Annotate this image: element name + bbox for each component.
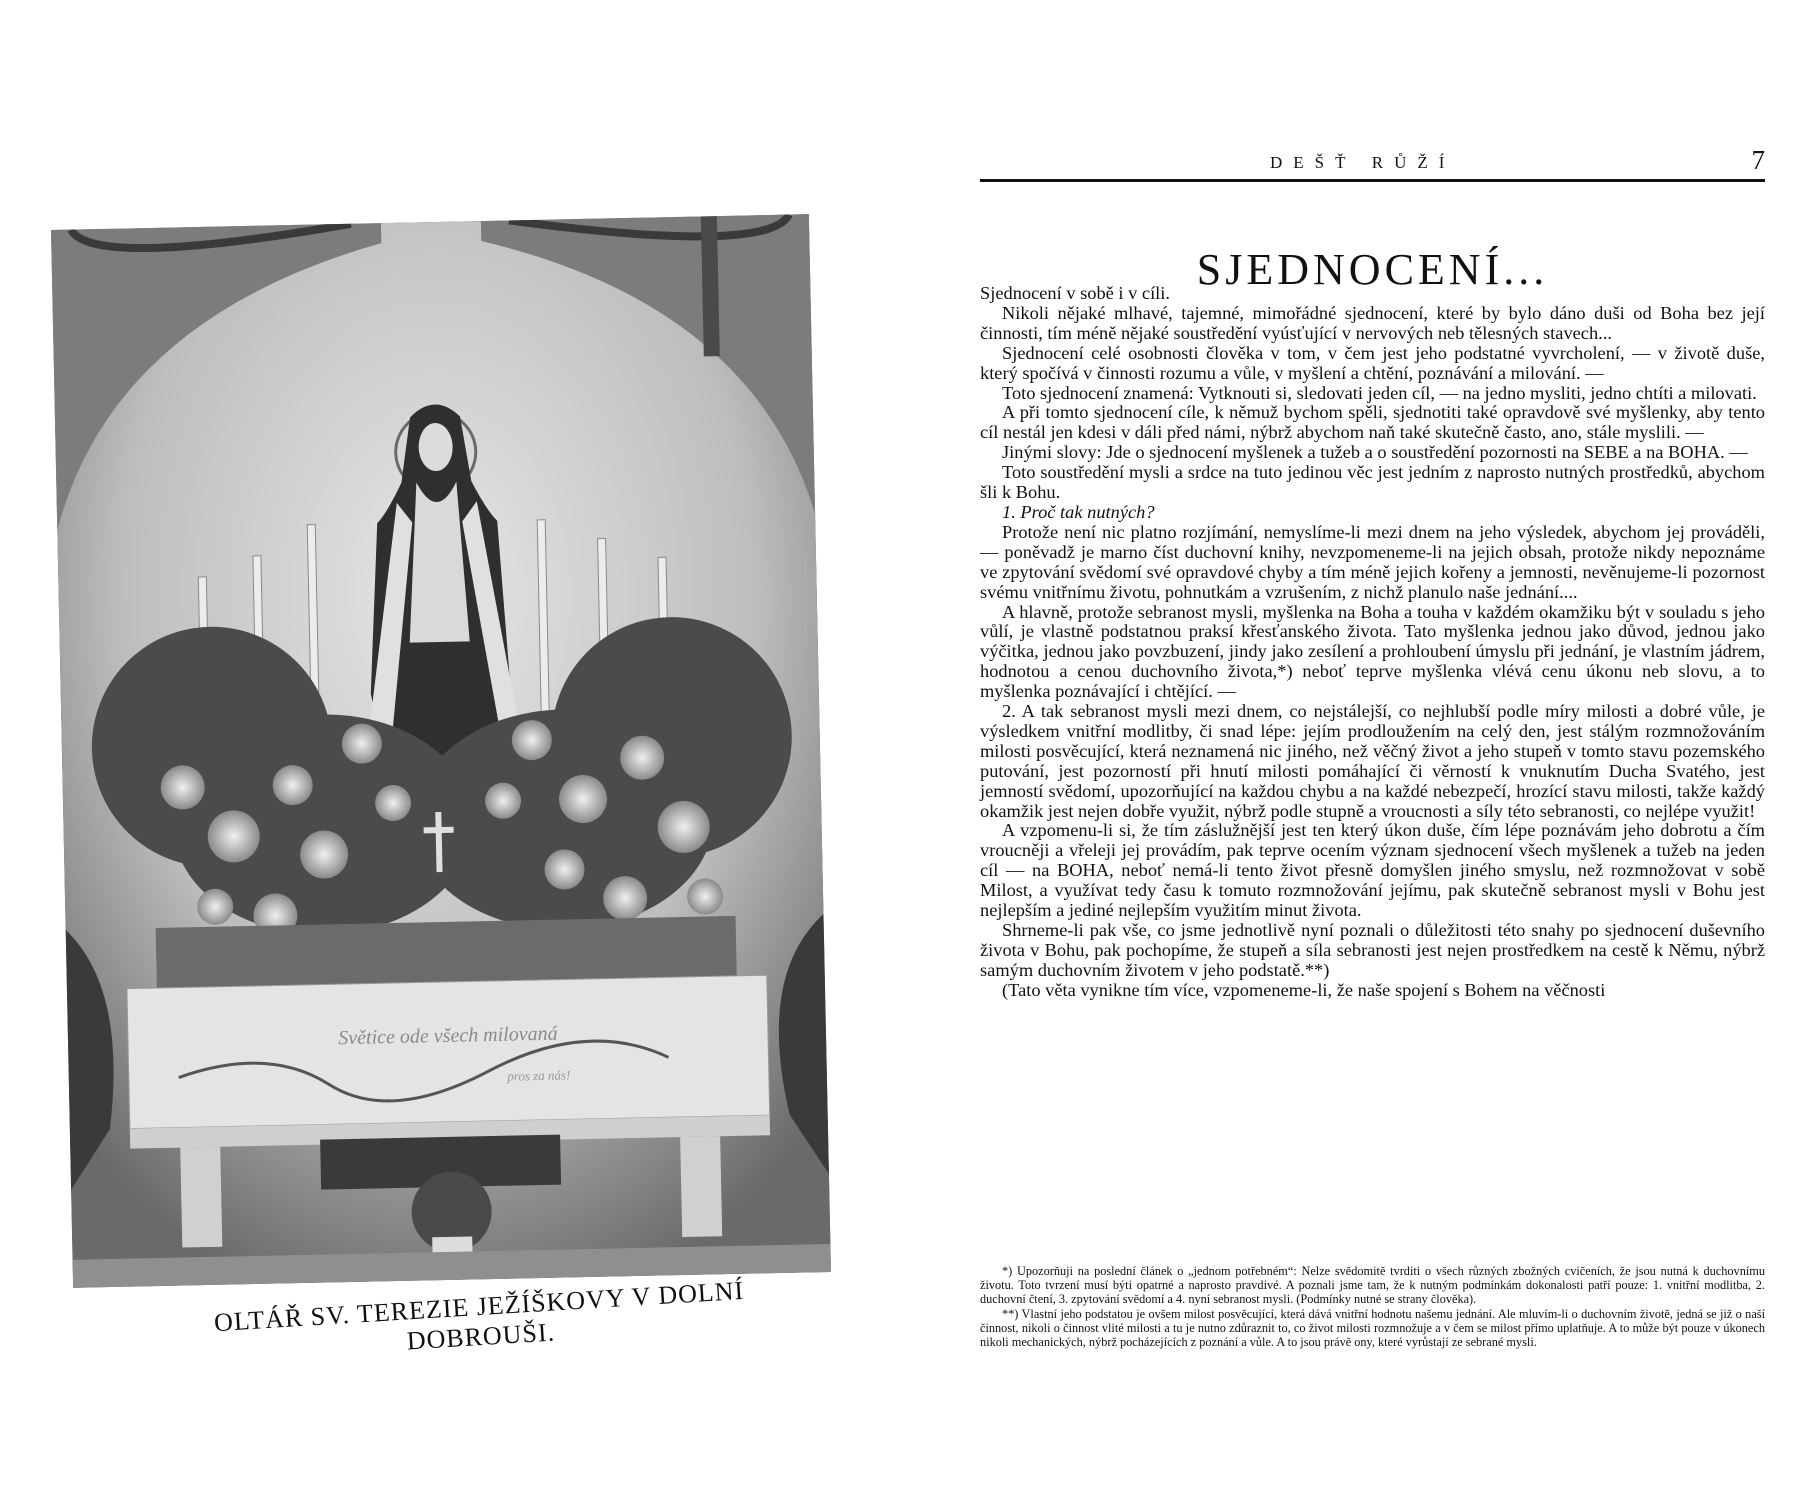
page-number: 7 xyxy=(1751,145,1765,175)
altar-cloth-inscription-2: pros za nás! xyxy=(507,1067,571,1084)
paragraph: Toto soustředění mysli a srdce na tuto jedinou věc jest jedním z naprosto nutných prostředků, abychom šli k Bohu. xyxy=(980,462,1765,503)
footnote: *) Upozorňuji na poslední článek o „jednom potřebném“: Nelze svědomitě tvrditi o všech různých zbožných cvičeních, že jsou nutná k duchovnímu životu. Toto tvrzení musí býti opatrné a naprosto pravdivé. A poznali jsme tam, že k nutným podmínkám dokonalosti patří pouze: 1. vnitřní modlitba, 2. duchovní čtení, 3. zpytování svědomí a 4. nyní sebranost mysli. (Podmínky nutné se strany člověka). xyxy=(980,1264,1765,1307)
body-text xyxy=(980,284,1765,1001)
paragraph: Sjednocení celé osobnosti člověka v tom, v čem jest jeho podstatné vyvrcholení, — v životě duše, který spočívá v činnosti rozumu a vůle, v myšlení a chtění, poznávání a milování. — xyxy=(980,342,1765,383)
paragraph: Nikoli nějaké mlhavé, tajemné, mimořádné sjednocení, které by bylo dáno duši od Boha bez její činnosti, tím méně nějaké soustředění vyúsťující v nervových neb tělesných stavech... xyxy=(980,302,1765,343)
running-head xyxy=(980,145,1765,182)
section-heading: 1. Proč tak nutných? xyxy=(1002,501,1155,522)
running-title: DEŠŤ RŮŽÍ xyxy=(1270,153,1456,172)
paragraph: 2. A tak sebranost mysli mezi dnem, co nejstálejší, co nejhlubší podle míry milosti a dobré vůle, je výsledkem vnitřní modlitby, či snad lépe: jejím prodloužením na celý den, jest stálým rozmnožováním milosti posvěcující, která neznamená nic jiného, než věčný život a jeho stupeň v tomto stavu pozemského putování, jest pozorností při hnutí milosti pomáhající či věrností k vnuknutím Ducha Svatého, jest jemností svědomí, upozorňující na každou chybu a na každé nebezpečí, hrozící stavu milosti, takže každý okamžik jest nejen dobře využit, nýbrž podle stupně a vroucnosti a síly této sebranosti, co nejlépe využit! xyxy=(980,701,1765,821)
paragraph: Protože není nic platno rozjímání, nemyslíme-li mezi dnem na jeho výsledek, abychom jej prováděli, — poněvadž je marno číst duchovní knihy, nevzpomeneme-li na jejich obsah, protože nikdy nepoznáme ve zpytování svědomí své opravdové chyby a tím méně jejich kořeny a jemnosti, nevěnujeme-li pozornost svému vnitřnímu životu, pohnutkám a vzrušením, z nichž planulo naše jednání.... xyxy=(980,521,1765,602)
paragraph: Toto sjednocení znamená: Vytknouti si, sledovati jeden cíl, — na jedno mysliti, jedno chtíti a milovati. xyxy=(1002,382,1757,403)
paragraph: A vzpomenu-li si, že tím záslužnější jest ten který úkon duše, čím lépe poznávám jeho dobrotu a čím vroucněji a vřeleji jej provádím, pak teprve ocením význam sjednocení všech myšlenek a tužeb na jeden cíl — na BOHA, neboť nemá-li tento život přesně domyšlen jiného smyslu, než rozmnožovat v sobě Milost, a využívat tedy času k tomuto rozmnožování jejímu, pak skutečně sebranost mysli v Bohu jest nejlepším a jediné nejlepším využitím minut života. xyxy=(980,820,1765,921)
paragraph: Sjednocení v sobě i v cíli. xyxy=(980,283,1171,303)
altar-photograph xyxy=(51,214,831,1288)
paragraph: (Tato věta vynikne tím více, vzpomeneme-li, že naše spojení s Bohem na věčnosti xyxy=(1002,979,1606,1000)
photo-caption: OLTÁŘ SV. TEREZIE JEŽÍŠKOVY V DOLNÍ DOBROUŠI. xyxy=(213,1275,745,1356)
footnotes xyxy=(980,1264,1765,1349)
paragraph: A při tomto sjednocení cíle, k němuž bychom spěli, sjednotiti také opravdově své myšlenky, aby tento cíl nestál jen kdesi v dáli před námi, nýbrž abychom naň také skutečně často, ano, stále myslili. — xyxy=(980,402,1765,443)
right-page xyxy=(980,0,1780,1500)
altar-cloth-inscription: Světice ode všech milovaná xyxy=(338,1022,558,1050)
paragraph: A hlavně, protože sebranost mysli, myšlenka na Boha a touha v každém okamžiku být v souladu s jeho vůlí, je vlastně podstatnou praksí křesťanského života. Tato myšlenka jednou jako důvod, jednou jako výčitka, jednou jako povzbuzení, jindy jako zesílení a prohloubení úmyslu při jednání, je vlastním jádrem, hodnotou a cenou duchovního života,*) neboť teprve myšlenka vlévá cenu úkonu neb slovu, a to myšlenka poznávající i chtějící. — xyxy=(980,601,1765,702)
paragraph: Shrneme-li pak vše, co jsme jednotlivě nyní poznali o důležitosti této snahy po sjednocení duševního života v Bohu, pak pochopíme, že stupeň a síla sebranosti jest nejen prostředkem na cestě k Němu, nýbrž samým duchovním životem v jeho podstatě.**) xyxy=(980,920,1765,980)
footnote: **) Vlastní jeho podstatou je ovšem milost posvěcující, která dává vnitřní hodnotu našemu jednání. Ale mluvím-li o duchovním životě, jedná se již o naší činnost, nikoli o činnost vlité milosti a tu je nutno zdůraznit to, co život milosti rozmnožuje a v čem se milost přímo uplatňuje. A to může být pouze v úkonech nikoli mechanických, nýbrž pocházejících z poznání a vůle. A to jsou právě ony, které vyrůstají ze sebrané mysli. xyxy=(980,1306,1765,1350)
paragraph: Jinými slovy: Jde o sjednocení myšlenek a tužeb a o soustředění pozornosti na SEBE a na BOHA. — xyxy=(1002,442,1748,463)
left-page xyxy=(0,0,900,1500)
chapter-title: SJEDNOCENÍ... xyxy=(1196,245,1549,295)
altar-photo-illustration xyxy=(51,214,831,1288)
